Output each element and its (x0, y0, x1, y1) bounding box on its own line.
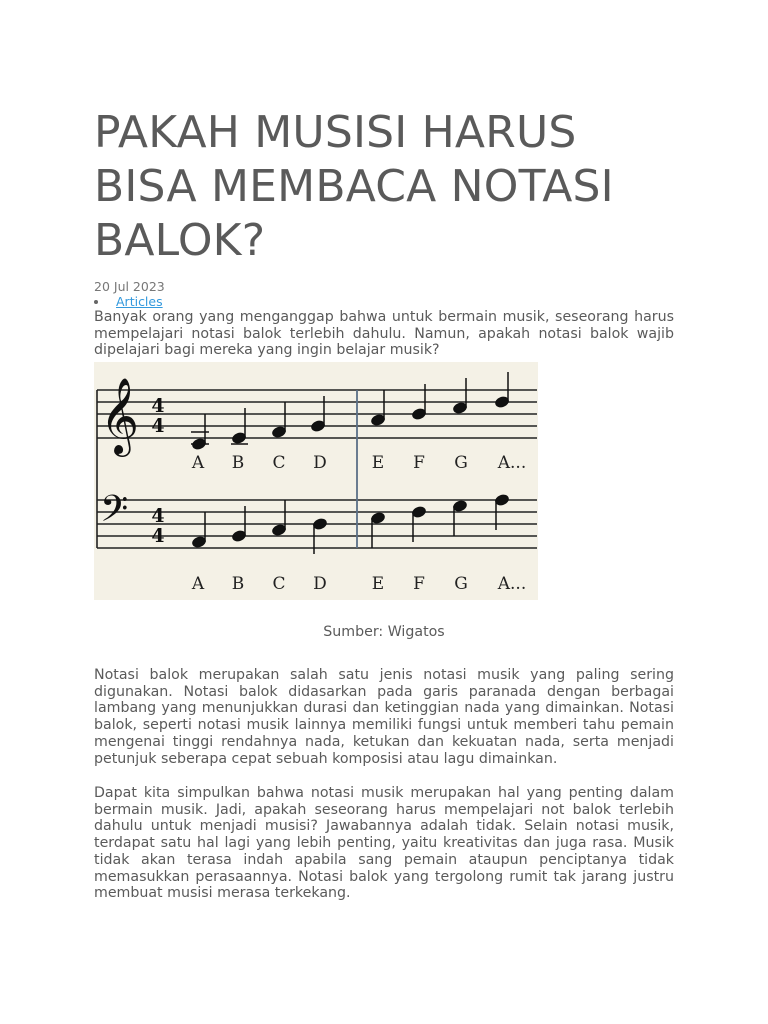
treble-label: D (313, 453, 327, 473)
treble-time-top: 4 (151, 395, 165, 417)
treble-label: G (454, 453, 468, 473)
treble-label: F (413, 453, 425, 473)
article-date: 20 Jul 2023 (94, 279, 165, 294)
bass-label: G (454, 574, 468, 594)
bass-label: D (313, 574, 327, 594)
bass-label: F (413, 574, 425, 594)
bass-label: A (191, 574, 205, 594)
treble-label: E (371, 453, 385, 473)
treble-label: C (272, 453, 286, 473)
intro-paragraph: Banyak orang yang menganggap bahwa untuk bermain musik, seseorang harus mempelajari notasi balok terlebih dahulu. Namun, apakah notasi balok wajib dipelajari bagi mereka yang ingin belajar musik? (94, 309, 674, 359)
bullet-icon (94, 300, 98, 304)
body-paragraph-1: Notasi balok merupakan salah satu jenis notasi musik yang paling sering digunakan. Notasi balok didasarkan pada garis paranada dengan berbagai lambang yang menunjukkan durasi dan ketinggian nada yang dimainkan. Notasi balok, seperti notasi musik lainnya memiliki fungsi untuk memberi tahu pemain mengenai tinggi rendahnya nada, ketukan dan kekuatan nada, serta menjadi petunjuk seberapa cepat sebuah komposisi atau lagu dimainkan. (94, 667, 674, 767)
article-title: PAKAH MUSISI HARUS BISA MEMBACA NOTASI BALOK? (94, 107, 614, 266)
bass-label: E (371, 574, 385, 594)
figure-caption: Sumber: Wigatos (323, 624, 445, 640)
treble-time-bottom: 4 (151, 415, 165, 437)
treble-label: A... (497, 453, 527, 473)
bass-time-top: 4 (151, 505, 165, 527)
body-paragraph-2: Dapat kita simpulkan bahwa notasi musik merupakan hal yang penting dalam bermain musik. Jadi, apakah seseorang harus mempelajari not balok terlebih dahulu untuk menjadi musisi? Jawabannya adalah tidak. Selain notasi musik, terdapat satu hal lagi yang lebih penting, yaitu kreativitas dan juga rasa. Musik tidak akan terasa indah apabila sang pemain ataupun penciptanya tidak memasukkan perasaannya. Notasi balok yang tergolong rumit tak jarang justru membuat musisi merasa terkekang. (94, 785, 674, 902)
tag-item (94, 294, 163, 309)
treble-clef-icon: 𝄞 (100, 377, 140, 454)
bass-clef-icon: 𝄢 (100, 488, 129, 539)
treble-label: A (191, 453, 205, 473)
treble-label: B (231, 453, 245, 473)
bass-label: C (272, 574, 286, 594)
bass-label: A... (497, 574, 527, 594)
bass-label: B (231, 574, 245, 594)
tag-list (94, 294, 163, 309)
music-notation-image (94, 362, 538, 600)
tag-link-articles[interactable]: Articles (116, 294, 163, 309)
bass-time-bottom: 4 (151, 525, 165, 547)
